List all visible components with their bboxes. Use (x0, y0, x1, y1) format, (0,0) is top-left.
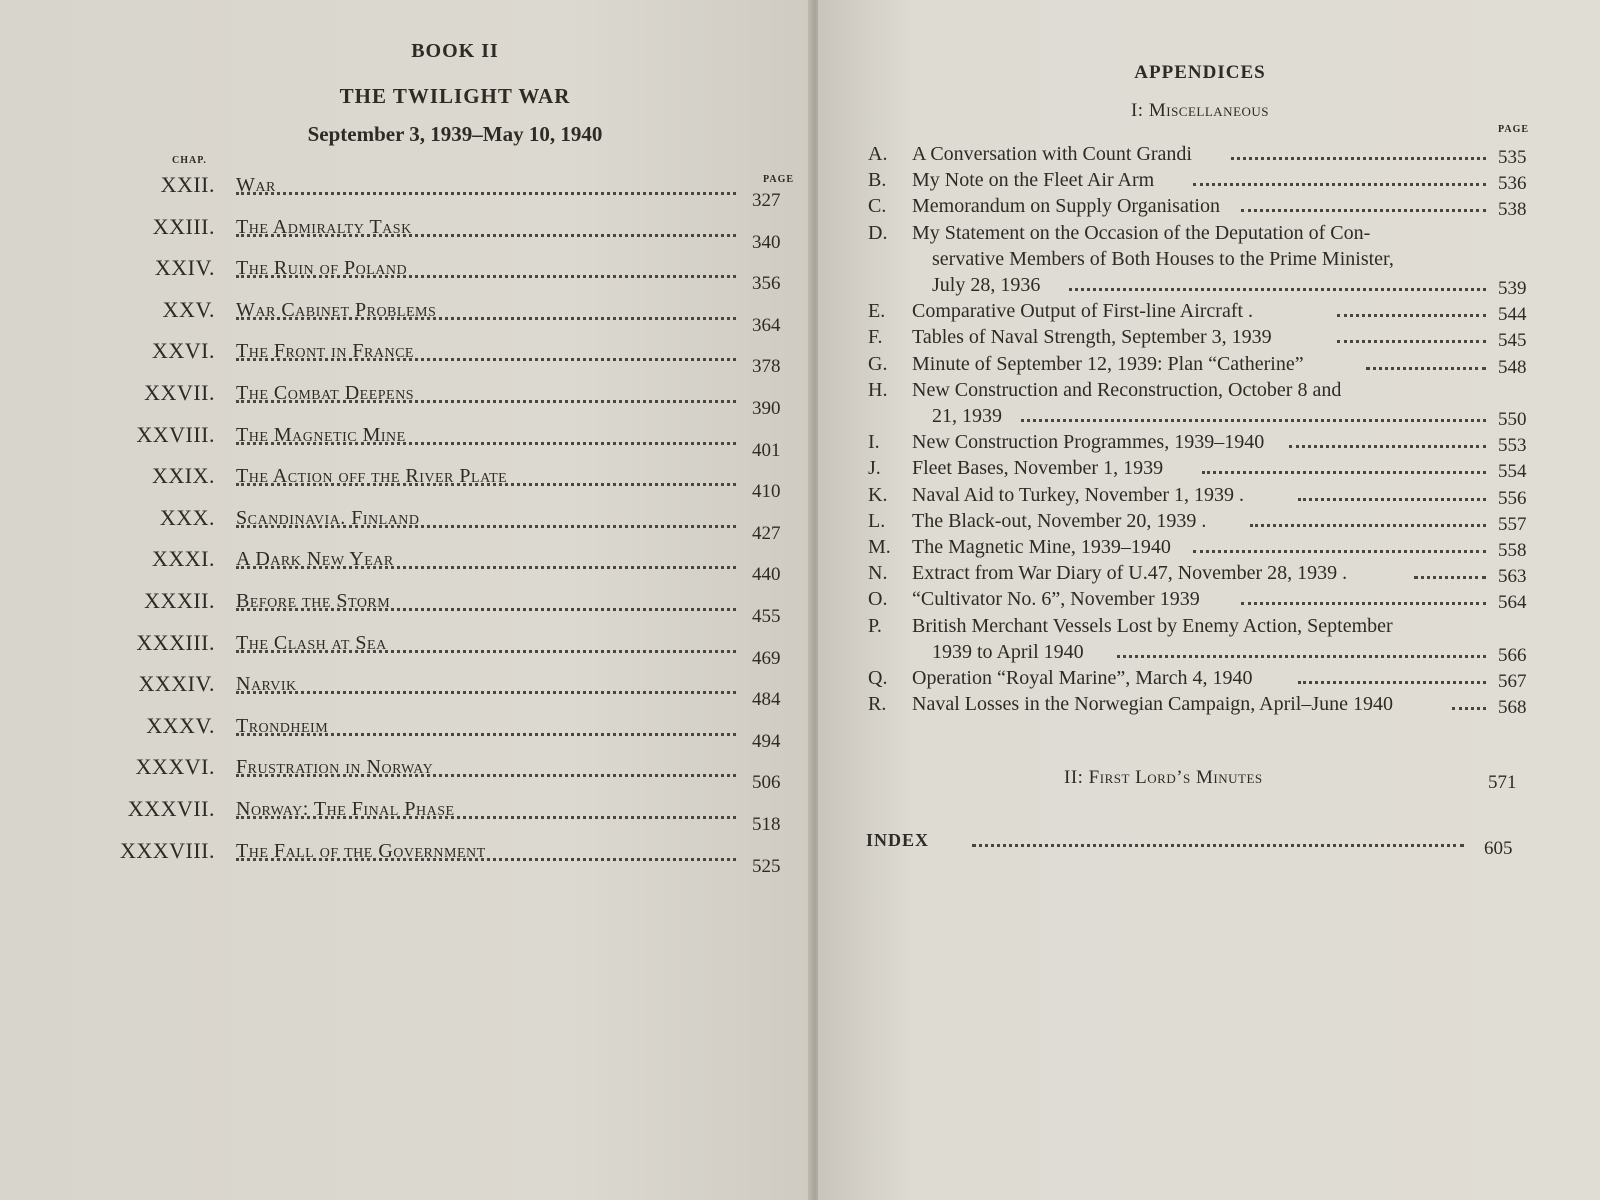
chapter-number: XXXVIII. (119, 838, 215, 863)
chapter-dot-leader (236, 814, 736, 819)
appendix-letter: C. (868, 195, 887, 218)
appendix-page-number: 536 (1498, 173, 1527, 195)
chapter-page-number: 340 (752, 232, 781, 253)
chapter-title: War Cabinet Problems (236, 299, 437, 321)
chapter-number: XXV. (162, 297, 215, 322)
section-first-lord-minutes-page: 571 (1488, 772, 1517, 793)
chapter-title: The Clash at Sea (236, 632, 387, 654)
section-first-lord-minutes: II: First Lord’s Minutes (1064, 767, 1263, 788)
chapter-page-number: 484 (752, 689, 781, 710)
appendix-page-number: 539 (1498, 278, 1527, 299)
appendix-page-number: 563 (1498, 566, 1527, 588)
appendix-page-number: 557 (1498, 513, 1527, 535)
appendices-title: APPENDICES (1134, 62, 1266, 83)
chapter-number: XXVI. (152, 338, 215, 363)
appendix-title-line: The Magnetic Mine, 1939–1940 (912, 536, 1171, 558)
chapter-number: XXIV. (154, 255, 215, 280)
appendix-title-line: New Construction and Reconstruction, October 8 and (912, 378, 1342, 401)
chapter-dot-leader (236, 356, 736, 361)
appendix-letter: B. (868, 169, 887, 192)
appendix-title-line: Tables of Naval Strength, September 3, 1939 (912, 326, 1272, 349)
appendix-title-line: Minute of September 12, 1939: Plan “Catherine” (912, 352, 1304, 375)
chapter-dot-leader (236, 315, 736, 320)
appendix-page-number: 554 (1498, 461, 1527, 483)
chapter-page-number: 356 (752, 273, 781, 294)
chapter-dot-leader (236, 731, 736, 736)
appendix-dot-leader (1193, 181, 1486, 186)
appendix-title-line: Naval Aid to Turkey, November 1, 1939 . (912, 483, 1245, 506)
chapter-title: Narvik (236, 673, 297, 695)
appendix-page-number: 548 (1498, 356, 1527, 378)
chapter-page-number: 440 (752, 564, 781, 585)
chapter-title: Before the Storm (236, 590, 391, 612)
chapter-number: XXXIII. (136, 630, 215, 655)
appendix-title-line: British Merchant Vessels Lost by Enemy Action, September (912, 614, 1393, 637)
chapter-dot-leader (236, 689, 736, 694)
chapter-page-number: 410 (752, 481, 781, 502)
chapter-dot-leader (236, 481, 736, 486)
appendix-page-number: 538 (1498, 199, 1527, 221)
chapter-title: The Fall of the Government (236, 840, 486, 862)
appendix-title-line: July 28, 1936 (932, 274, 1041, 296)
appendix-letter: M. (868, 536, 891, 558)
chapter-dot-leader (236, 190, 736, 195)
chapter-page-number: 525 (752, 856, 781, 877)
appendix-title-line: Fleet Bases, November 1, 1939 (912, 457, 1164, 480)
appendix-dot-leader (1337, 338, 1486, 343)
chapter-title: A Dark New Year (236, 548, 394, 570)
appendix-page-number: 564 (1498, 592, 1527, 614)
appendix-dot-leader (1298, 679, 1486, 684)
appendix-dot-leader (1289, 443, 1486, 448)
chapter-dot-leader (236, 523, 736, 528)
chap-column-label: CHAP. (172, 155, 207, 166)
book-label: BOOK II (411, 40, 499, 62)
appendix-letter: Q. (868, 667, 888, 689)
appendix-title-line: New Construction Programmes, 1939–1940 (912, 431, 1265, 454)
appendix-title-line: My Note on the Fleet Air Arm (912, 169, 1155, 192)
chapter-dot-leader (236, 564, 736, 569)
chapter-title: Trondheim (236, 715, 329, 737)
chapter-number: XXXIV. (138, 671, 215, 696)
chapter-title: The Front in France (236, 340, 414, 362)
appendix-letter: N. (868, 562, 888, 585)
appendix-dot-leader (1337, 312, 1486, 317)
chapter-dot-leader (236, 606, 736, 611)
appendix-title-line: Naval Losses in the Norwegian Campaign, April–June 1940 (912, 693, 1394, 716)
chapter-page-number: 427 (752, 523, 781, 544)
chapter-dot-leader (236, 856, 736, 861)
chapter-dot-leader (236, 648, 736, 653)
chapter-number: XXXI. (152, 546, 215, 571)
chapter-title: The Ruin of Poland (236, 257, 408, 279)
appendix-letter: E. (868, 300, 886, 323)
appendix-letter: P. (868, 614, 882, 637)
chapter-title: Frustration in Norway (236, 756, 434, 778)
appendix-page-number: 535 (1498, 147, 1527, 168)
appendix-dot-leader (1069, 286, 1486, 291)
appendix-letter: G. (868, 352, 888, 375)
chapter-page-number: 506 (752, 772, 781, 793)
appendix-page-number: 550 (1498, 409, 1527, 430)
appendix-page-number: 545 (1498, 330, 1527, 352)
appendix-page-number: 558 (1498, 540, 1527, 561)
chapter-number: XXVIII. (136, 422, 215, 447)
appendix-title-line: A Conversation with Count Grandi (912, 143, 1192, 165)
appendix-dot-leader (1298, 496, 1486, 501)
chapter-dot-leader (236, 440, 736, 445)
chapter-number: XXXVI. (135, 754, 215, 779)
chapter-number: XXX. (159, 505, 215, 530)
appendix-dot-leader (1366, 365, 1486, 370)
appendix-title-line: 1939 to April 1940 (932, 640, 1084, 663)
chapter-number: XXIX. (152, 463, 215, 488)
part-title: THE TWILIGHT WAR (339, 84, 571, 108)
appendix-page-number: 566 (1498, 644, 1527, 666)
appendix-page-number: 553 (1498, 435, 1527, 457)
appendix-letter: R. (868, 693, 887, 716)
chapter-page-number: 378 (752, 356, 781, 377)
appendix-letter: J. (868, 457, 881, 480)
appendix-dot-leader (1202, 469, 1486, 474)
chapter-title: The Admiralty Task (236, 216, 412, 238)
appendix-dot-leader (1452, 705, 1486, 710)
appendix-title-line: Extract from War Diary of U.47, November 28, 1939 . (912, 562, 1348, 585)
chapter-page-number: 364 (752, 315, 781, 336)
appendix-title-line: 21, 1939 (932, 405, 1002, 427)
appendix-letter: I. (868, 431, 880, 454)
appendix-dot-leader (1241, 207, 1486, 212)
index-label: INDEX (866, 830, 930, 850)
chapter-title: The Combat Deepens (236, 382, 415, 404)
chapter-number: XXVII. (144, 380, 215, 405)
appendix-title-line: Operation “Royal Marine”, March 4, 1940 (912, 667, 1253, 689)
part-dates: September 3, 1939–May 10, 1940 (307, 122, 603, 146)
appendix-page-number: 556 (1498, 487, 1527, 509)
appendix-title-line: “Cultivator No. 6”, November 1939 (912, 588, 1200, 611)
index-leader (972, 842, 1464, 847)
appendix-title-line: The Black-out, November 20, 1939 . (912, 509, 1207, 532)
chapter-dot-leader (236, 772, 736, 777)
chapter-title: Scandinavia. Finland (236, 507, 420, 529)
appendix-dot-leader (1414, 574, 1486, 579)
page-column-label: PAGE (763, 174, 795, 185)
chapter-dot-leader (236, 273, 736, 278)
chapter-number: XXXII. (144, 588, 215, 613)
appendix-letter: O. (868, 588, 888, 611)
chapter-title: The Action off the River Plate (236, 465, 508, 487)
chapter-page-number: 518 (752, 814, 781, 835)
chapter-page-number: 390 (752, 398, 781, 419)
chapter-page-number: 494 (752, 731, 781, 752)
appendix-dot-leader (1021, 417, 1486, 422)
index-page: 605 (1484, 838, 1513, 859)
appendix-page-label: PAGE (1498, 124, 1530, 135)
appendix-title-line: servative Members of Both Houses to the Prime Minister, (932, 247, 1394, 270)
appendix-letter: H. (868, 378, 888, 401)
chapter-dot-leader (236, 232, 736, 237)
appendix-title-line: Comparative Output of First-line Aircraft . (912, 300, 1254, 323)
appendix-letter: K. (868, 483, 888, 506)
appendix-title-line: My Statement on the Occasion of the Deputation of Con- (912, 221, 1371, 244)
chapter-number: XXXVII. (127, 796, 215, 821)
chapter-title: War (236, 174, 276, 196)
appendix-letter: A. (868, 143, 888, 165)
appendix-dot-leader (1117, 653, 1486, 658)
chapter-page-number: 327 (752, 190, 781, 211)
chapter-page-number: 455 (752, 606, 781, 627)
appendix-dot-leader (1241, 600, 1486, 605)
chapter-number: XXII. (160, 172, 215, 197)
chapter-title: Norway: The Final Phase (236, 798, 455, 820)
chapter-title: The Magnetic Mine (236, 424, 406, 446)
appendix-page-number: 544 (1498, 304, 1527, 326)
chapter-page-number: 469 (752, 648, 781, 669)
appendix-page-number: 567 (1498, 671, 1527, 692)
appendix-dot-leader (1193, 548, 1486, 553)
chapter-number: XXXV. (146, 713, 215, 738)
chapter-page-number: 401 (752, 440, 781, 461)
section-miscellaneous: I: Miscellaneous (1130, 100, 1270, 121)
appendix-dot-leader (1231, 155, 1486, 160)
appendix-dot-leader (1250, 522, 1486, 527)
chapter-dot-leader (236, 398, 736, 403)
appendix-letter: L. (868, 509, 886, 532)
appendix-title-line: Memorandum on Supply Organisation (912, 195, 1220, 218)
appendix-page-number: 568 (1498, 697, 1527, 719)
appendix-letter: D. (868, 221, 888, 244)
chapter-number: XXIII. (152, 214, 215, 239)
appendix-letter: F. (868, 326, 883, 349)
